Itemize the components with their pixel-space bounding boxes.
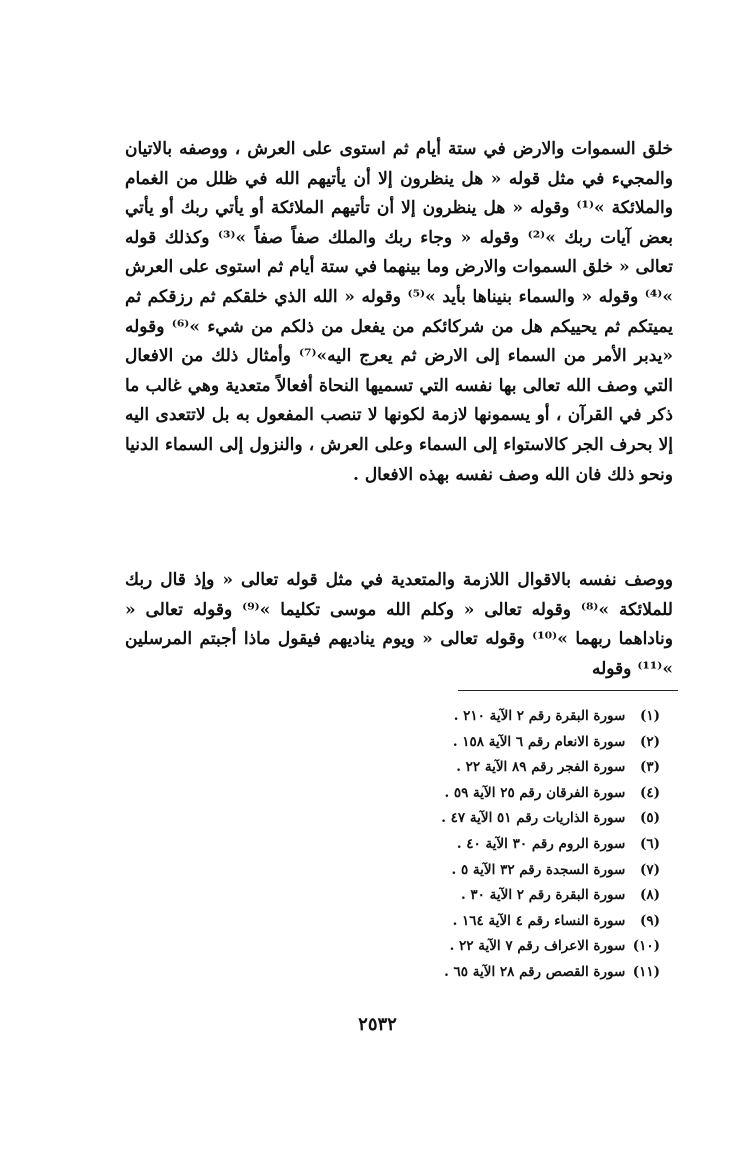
footnote-text: سورة البقرة رقم ٢ الآية ٣٠ . [461,887,626,904]
footnote-number: (١١) [632,963,660,980]
footnote-item [330,704,660,730]
footnote-number: (٢) [639,733,660,750]
footnote-number: (٤) [639,784,660,801]
footnote-text: سورة النساء رقم ٤ الآية ١٦٤ . [452,912,626,929]
footnote-text: سورة القصص رقم ٢٨ الآية ٦٥ . [444,963,626,980]
footnote-text: سورة البقرة رقم ٢ الآية ٢١٠ . [453,708,626,724]
footnote-number: (٥) [639,810,660,827]
body-paragraph-2: ووصف نفسه بالاقوال اللازمة والمتعدية في مثل قوله تعالى « وإذ قال ربك للملائكة »⁽⁸⁾ وقوله تعالى « وكلم الله موسى تكليما »⁽⁹⁾ وقوله تعالى « وناداهما ربهما »⁽¹⁰⁾ وقوله تعالى « ويوم يناديهم فيقول ماذا أجبتم المرسلين »⁽¹¹⁾ وقوله [125,570,673,679]
body-paragraph-1: خلق السموات والارض في ستة أيام ثم استوى على العرش ، ووصفه بالاتيان والمجيء في مثل قوله « هل ينظرون إلا أن يأتيهم الله في ظلل من الغمام والملائكة »⁽¹⁾ وقوله « هل ينظرون إلا أن تأتيهم الملائكة أو يأتي ربك أو يأتي بعض آيات ربك »⁽²⁾ وقوله « وجاء ربك والملك صفاً صفاً »⁽³⁾ وكذلك قوله تعالى « خلق السموات والارض وما بينهما في ستة أيام ثم استوى على العرش »⁽⁴⁾ وقوله « والسماء بنيناها بأيد »⁽⁵⁾ وقوله « الله الذي خلقكم ثم رزقكم ثم يميتكم ثم يحييكم هل من شركائكم من يفعل من ذلكم من شيء »⁽⁶⁾ وقوله «يدبر الأمر من السماء إلى الارض ثم يعرج اليه»⁽⁷⁾ وأمثال ذلك من الافعال التي وصف الله تعالى بها نفسه التي تسميها النحاة أفعالاً متعدية وهي غالب ما ذكر في القرآن ، أو يسمونها لازمة لكونها لا تنصب المفعول به بل لاتتعدى اليه إلا بحرف الجر كالاستواء إلى السماء وعلى العرش ، والنزول إلى السماء الدنيا ونحو ذلك فان الله وصف نفسه بهذه الافعال . [125,139,673,485]
footnote-text: سورة الفرقان رقم ٢٥ الآية ٥٩ . [444,784,626,801]
footnote-text: سورة الاعراف رقم ٧ الآية ٢٢ . [449,938,626,955]
footnote-text: سورة الذاريات رقم ٥١ الآية ٤٧ . [441,810,626,827]
footnote-number: (٩) [639,912,660,929]
footnote-text: سورة السجدة رقم ٣٢ الآية ٥ . [451,861,626,878]
footnote-item [330,730,660,756]
footnote-item [330,755,660,781]
footnote-text: سورة الانعام رقم ٦ الآية ١٥٨ . [452,733,626,750]
footnote-item [330,960,660,986]
footnote-number: (٨) [639,887,660,904]
footnote-item [330,934,660,960]
footnotes-list [330,704,660,986]
page-number: ٢٥٣٢ [358,1014,397,1035]
footnote-number: (١٠) [632,938,660,955]
footnote-number: (٦) [639,835,660,852]
footnote-text: سورة الروم رقم ٣٠ الآية ٤٠ . [456,835,626,852]
footnote-item [330,806,660,832]
footnote-number: (٣) [639,759,660,776]
footnote-item [330,832,660,858]
footnote-number: (٧) [639,861,660,878]
footnote-item [330,781,660,807]
footnote-item [330,883,660,909]
footnote-separator [458,690,678,691]
footnote-text: سورة الفجر رقم ٨٩ الآية ٢٢ . [456,759,626,776]
footnote-number: (١) [639,708,660,724]
footnote-item [330,858,660,884]
footnote-item [330,909,660,935]
